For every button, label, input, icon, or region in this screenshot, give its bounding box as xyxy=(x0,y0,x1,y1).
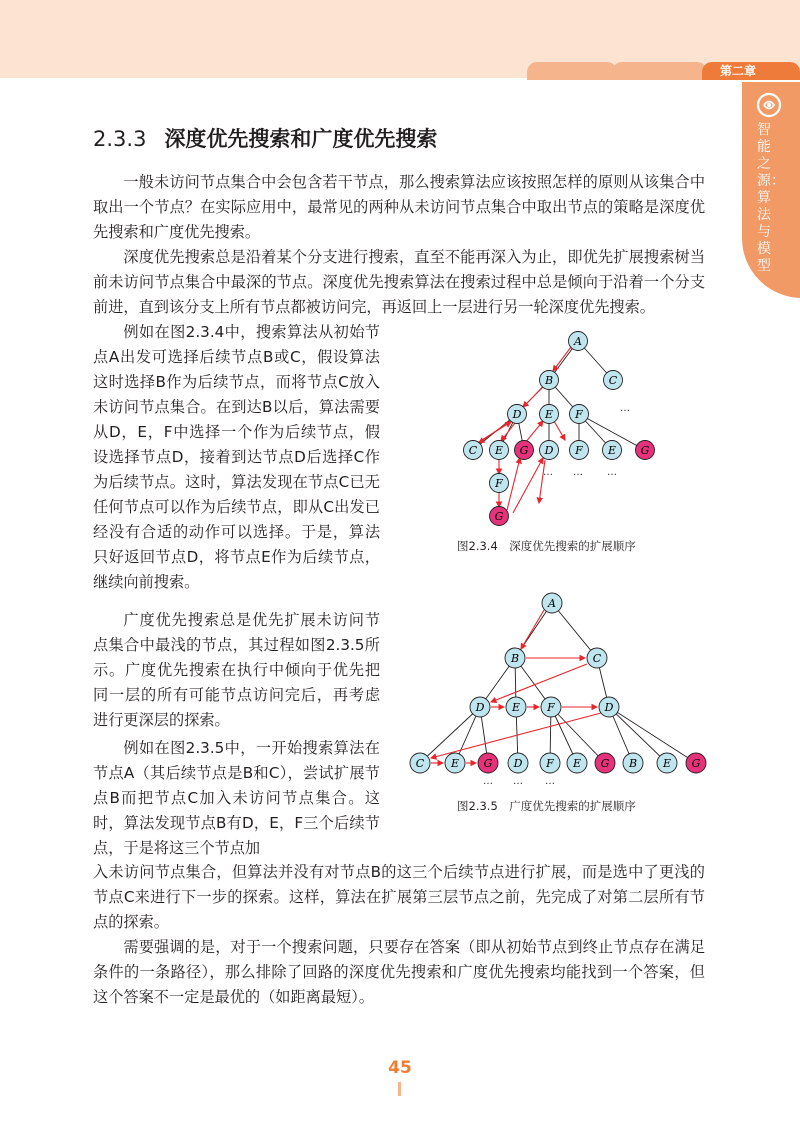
svg-text:…: … xyxy=(483,776,493,787)
section-title: 深度优先搜索和广度优先搜索 xyxy=(164,127,438,151)
ellipsis-marks xyxy=(483,776,555,787)
svg-text:…: … xyxy=(545,776,555,787)
goal-node xyxy=(478,753,498,773)
paragraph: 入未访问节点集合，但算法并没有对节点B的这三个后续节点进行扩展，而是选中了更浅的节点C来进行下一步的探索。这样，算法在扩展第三层节点之前，先完成了对第二层所有节点的探索。 xyxy=(93,863,705,931)
tree-node xyxy=(599,697,619,717)
svg-text:…: … xyxy=(620,403,630,414)
svg-text:B: B xyxy=(544,374,554,387)
figure-caption: 图2.3.5 广度优先搜索的扩展顺序 xyxy=(457,799,636,813)
tree-node xyxy=(567,753,587,773)
section-number: 2.3.3 xyxy=(93,127,147,151)
tree-nodes xyxy=(410,593,706,773)
paragraph: 一般未访问节点集合中会包含若干节点，那么搜索算法应该按照怎样的原则从该集合中取出一个节点？在实际应用中，最常见的两种从未访问节点集合中取出节点的策略是深度优先搜索和广度优先搜索。 xyxy=(93,173,705,241)
svg-text:C: C xyxy=(415,757,425,770)
tree-node xyxy=(505,648,525,668)
side-chapter-title: 智能之源：算法与模型 xyxy=(757,122,785,274)
svg-text:G: G xyxy=(640,444,650,457)
tree-node xyxy=(587,648,607,668)
svg-text:E: E xyxy=(662,757,672,770)
tree-node xyxy=(470,697,490,717)
tree-node xyxy=(540,371,559,390)
svg-text:C: C xyxy=(468,444,478,457)
chapter-tab xyxy=(702,62,800,80)
tree-node xyxy=(570,405,589,424)
paragraph: 例如在图2.3.5中，一开始搜索算法在节点A（其后续节点是B和C），尝试扩展节点B而把节点C加入未访问节点集合。这时，算法发现节点B有D，E，F三个后续节点，于是将这三个节点加 xyxy=(93,739,380,857)
tree-node xyxy=(490,474,509,493)
tree-nodes xyxy=(464,332,655,526)
svg-text:B: B xyxy=(510,652,520,665)
tree-node xyxy=(506,697,526,717)
goal-node xyxy=(595,753,615,773)
svg-text:B: B xyxy=(628,757,638,770)
tree-node xyxy=(540,753,560,773)
tree-node xyxy=(542,593,562,613)
svg-text:F: F xyxy=(575,408,583,421)
tree-node xyxy=(570,441,589,460)
tree-node xyxy=(508,753,528,773)
svg-text:D: D xyxy=(512,408,522,421)
svg-text:…: … xyxy=(513,776,523,787)
tree-node xyxy=(464,441,483,460)
goal-node xyxy=(490,507,509,526)
paragraph: 深度优先搜索总是沿着某个分支进行搜索，直至不能再深入为止，即优先扩展搜索树当前未访问节点集合中最深的节点。深度优先搜索算法在搜索过程中总是倾向于沿着一个分支前进，直到该分支上所有节点都被访问完，再返回上一层进行另一轮深度优先搜索。 xyxy=(93,248,705,316)
svg-text:…: … xyxy=(543,467,553,478)
svg-text:…: … xyxy=(573,467,583,478)
tree-node xyxy=(603,441,622,460)
svg-text:A: A xyxy=(574,335,582,348)
svg-text:G: G xyxy=(494,510,504,523)
tree-node xyxy=(569,332,588,351)
svg-text:D: D xyxy=(604,701,614,714)
svg-text:A: A xyxy=(548,597,556,610)
svg-text:D: D xyxy=(544,444,554,457)
tree-node xyxy=(410,753,430,773)
svg-text:F: F xyxy=(546,757,554,770)
figure-caption: 图2.3.4 深度优先搜索的扩展顺序 xyxy=(457,539,636,553)
tree-node xyxy=(604,371,623,390)
paragraph: 需要强调的是，对于一个搜索问题，只要存在答案（即从初始节点到终止节点存在满足条件的一条路径），那么排除了回路的深度优先搜索和广度优先搜索均能找到一个答案，但这个答案不一定是最优的（如距离最短）。 xyxy=(93,938,705,1006)
svg-text:G: G xyxy=(483,757,493,770)
svg-text:F: F xyxy=(547,701,555,714)
svg-text:E: E xyxy=(572,757,582,770)
svg-text:G: G xyxy=(691,757,701,770)
page-number-marker xyxy=(398,1082,401,1096)
chapter-label: 第二章 xyxy=(720,64,757,78)
tree-node xyxy=(541,697,561,717)
goal-node xyxy=(636,441,655,460)
svg-text:C: C xyxy=(608,374,618,387)
svg-text:D: D xyxy=(513,757,523,770)
tree-node xyxy=(540,441,559,460)
paragraph: 例如在图2.3.4中，搜索算法从初始节点A出发可选择后续节点B或C，假设算法这时选择B作为后续节点，而将节点C放入未访问节点集合。在到达B以后，算法需要从D，E，F中选择一个作为后续节点，假设选择节点D，接着到达节点D后选择C作为后续节点。这时，算法发现在节点C已无任何节点可以作为后续节点，即从C出发已经没有合适的动作可以选择。于是，算法只好返回节点D，将节点E作为后续节点，继续向前搜索。 xyxy=(93,323,380,591)
svg-text:…: … xyxy=(607,467,617,478)
brain-icon xyxy=(754,90,784,120)
svg-text:E: E xyxy=(494,444,504,457)
svg-text:E: E xyxy=(607,444,617,457)
tree-node xyxy=(657,753,677,773)
goal-node xyxy=(515,441,534,460)
svg-text:E: E xyxy=(511,701,521,714)
header-tab xyxy=(612,62,707,80)
tree-node xyxy=(490,441,509,460)
svg-text:C: C xyxy=(592,652,602,665)
svg-text:E: E xyxy=(450,757,460,770)
tree-edges xyxy=(420,603,696,763)
svg-text:D: D xyxy=(475,701,485,714)
svg-text:E: E xyxy=(544,408,554,421)
tree-node xyxy=(623,753,643,773)
goal-node xyxy=(686,753,706,773)
svg-text:F: F xyxy=(575,444,583,457)
svg-text:F: F xyxy=(495,477,503,490)
paragraph: 广度优先搜索总是优先扩展未访问节点集合中最浅的节点，其过程如图2.3.5所示。广度优先搜索在执行中倾向于优先把同一层的所有可能节点访问完后，再考虑进行更深层的探索。 xyxy=(93,611,380,729)
section-heading xyxy=(93,123,437,153)
header-tab xyxy=(527,62,617,80)
tree-node xyxy=(445,753,465,773)
bfs-tree-figure xyxy=(405,592,710,787)
page-number: 45 xyxy=(388,1058,412,1078)
dfs-tree-figure xyxy=(455,325,665,530)
svg-text:G: G xyxy=(600,757,610,770)
svg-text:G: G xyxy=(519,444,529,457)
tree-node xyxy=(508,405,527,424)
tree-node xyxy=(540,405,559,424)
